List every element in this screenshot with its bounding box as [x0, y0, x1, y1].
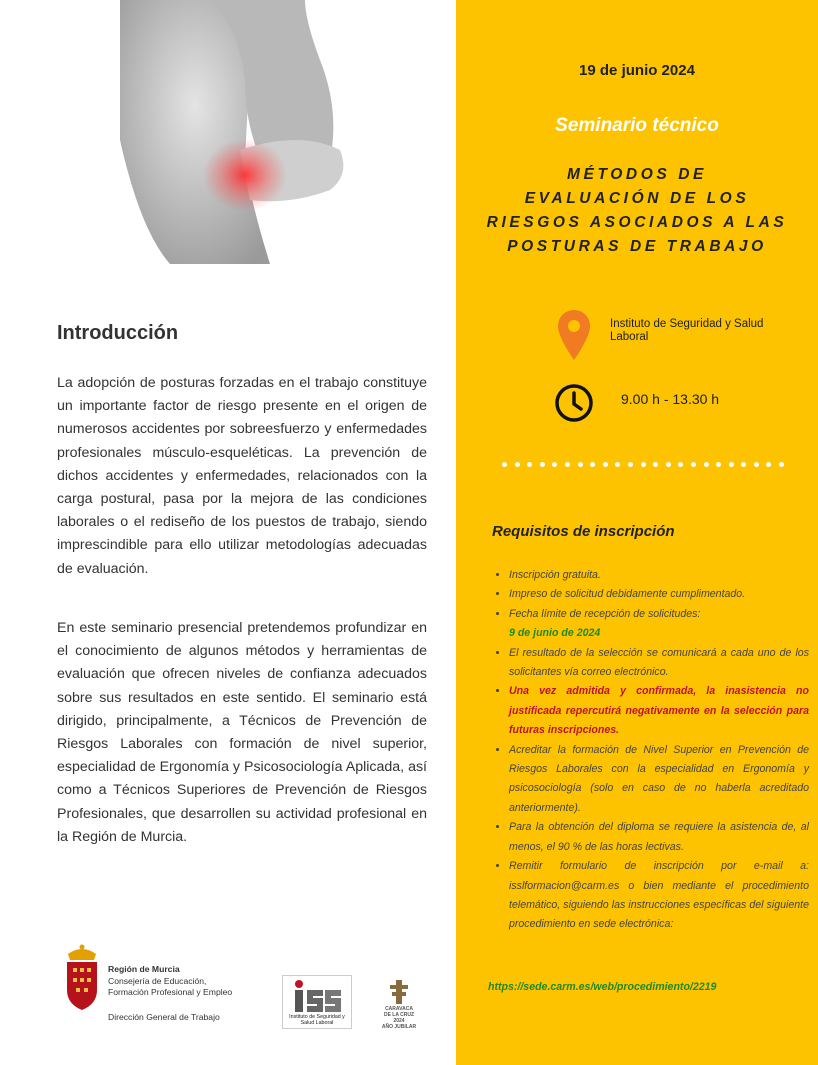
murcia-consejeria-2: Formación Profesional y Empleo — [108, 987, 233, 997]
caravaca-line-1: CARAVACA — [385, 1006, 413, 1012]
seminar-type: Seminario técnico — [555, 115, 719, 136]
event-date: 19 de junio 2024 — [579, 62, 695, 79]
intro-paragraph-2: En este seminario presencial pretendemos profundizar en el conocimiento de algunos métodos y herramientas de evaluación que ofrecen niveles de confianza adecuados sobre sus resultados en este sentido. El seminario está dirigido, principalmente, a Técnicos de Prevención de Riesgos Laborales con formación de nivel superior, especialidad de Ergonomía y Psicosociología Aplicada, así como a Técnicos Superiores de Prevención de Riesgos Profesionales, que desarrollen su actividad profesional en la Región de Murcia. — [57, 620, 427, 845]
caravaca-line-3: AÑO JUBILAR — [381, 1024, 417, 1030]
clock-icon — [554, 383, 594, 423]
intro-paragraph-1: La adopción de posturas forzadas en el trabajo constituye un importante factor de riesgo presente en el origen de numerosos accidentes por sobreesfuerzo y enfermedades profesionales músculo-esqueléticas. La prevención de dichos accidentes y enfermedades, relacionados con la carga postural, pasa por la mejora de las condiciones laborales o el rediseño de los puestos de trabajo, siendo imprescindible para ello utilizar metodologías adecuadas de evaluación. — [57, 375, 427, 577]
caravaca-line-2: DE LA CRUZ 2024 — [383, 1012, 415, 1024]
event-info-panel — [456, 0, 818, 1065]
list-item: • Acreditar la formación de Nivel Superior en Prevención de Riesgos Laborales con la especialidad en Ergonomía y psicosociología (solo en caso de no haberla acreditado anteriormente). — [509, 741, 809, 819]
list-item — [509, 682, 809, 740]
issl-caption: Instituto de Seguridad y Salud Laboral — [289, 1014, 345, 1026]
event-time: 9.00 h - 13.30 h — [621, 391, 720, 407]
introduction-heading: Introducción — [57, 322, 179, 344]
dotted-divider — [502, 462, 784, 467]
seminar-title-line-1: MÉTODOS DE — [567, 166, 707, 183]
murcia-name: Región de Murcia — [108, 964, 180, 974]
location-pin-icon — [558, 310, 590, 360]
seminar-title-line-2: EVALUACIÓN DE LOS — [524, 190, 750, 207]
region-murcia-logo — [64, 942, 264, 1032]
seminar-title-line-4: POSTURAS DE TRABAJO — [507, 238, 767, 255]
murcia-consejeria: Consejería de Educación, — [108, 975, 207, 986]
procedure-link[interactable]: https://sede.carm.es/web/procedimiento/2219 — [488, 981, 717, 993]
caravaca-cross-icon — [378, 978, 420, 1006]
list-item: • Impreso de solicitud debidamente cumplimentado. — [509, 585, 809, 604]
seminar-title-line-3: RIESGOS ASOCIADOS A LAS — [486, 214, 788, 231]
murcia-coat-of-arms-icon — [64, 942, 100, 1014]
list-item: • Para la obtención del diploma se requiere la asistencia de, al menos, el 90 % de las horas lectivas. — [509, 818, 809, 857]
list-item: • Fecha límite de recepción de solicitudes: 9 de junio de 2024 — [509, 605, 809, 644]
requirements-heading: Requisitos de inscripción — [492, 523, 675, 540]
list-item: • Remitir formulario de inscripción por e-mail a: isslformacion@carm.es o bien mediante el procedimiento telemático, siguiendo las instrucciones específicas del siguiente procedimiento en sede electrónica: — [509, 857, 809, 935]
deadline-date: 9 de junio de 2024 — [509, 627, 601, 640]
event-location: Instituto de Seguridad y Salud Laboral — [610, 318, 764, 343]
issl-logo — [282, 975, 352, 1029]
caravaca-2024-logo — [378, 978, 420, 1028]
list-item: • El resultado de la selección se comunicará a cada uno de los solicitantes vía correo electrónico. — [509, 644, 809, 683]
requirements-list — [493, 566, 809, 935]
elbow-pain-photo — [100, 0, 360, 264]
murcia-direccion: Dirección General de Trabajo — [108, 1012, 220, 1022]
attendance-warning: Una vez admitida y confirmada, la inasistencia no justificada repercutirá negativamente en la selección para futuras inscripciones. — [509, 685, 809, 737]
list-item: • Inscripción gratuita. — [509, 566, 809, 585]
issl-mark-icon — [283, 976, 351, 1016]
